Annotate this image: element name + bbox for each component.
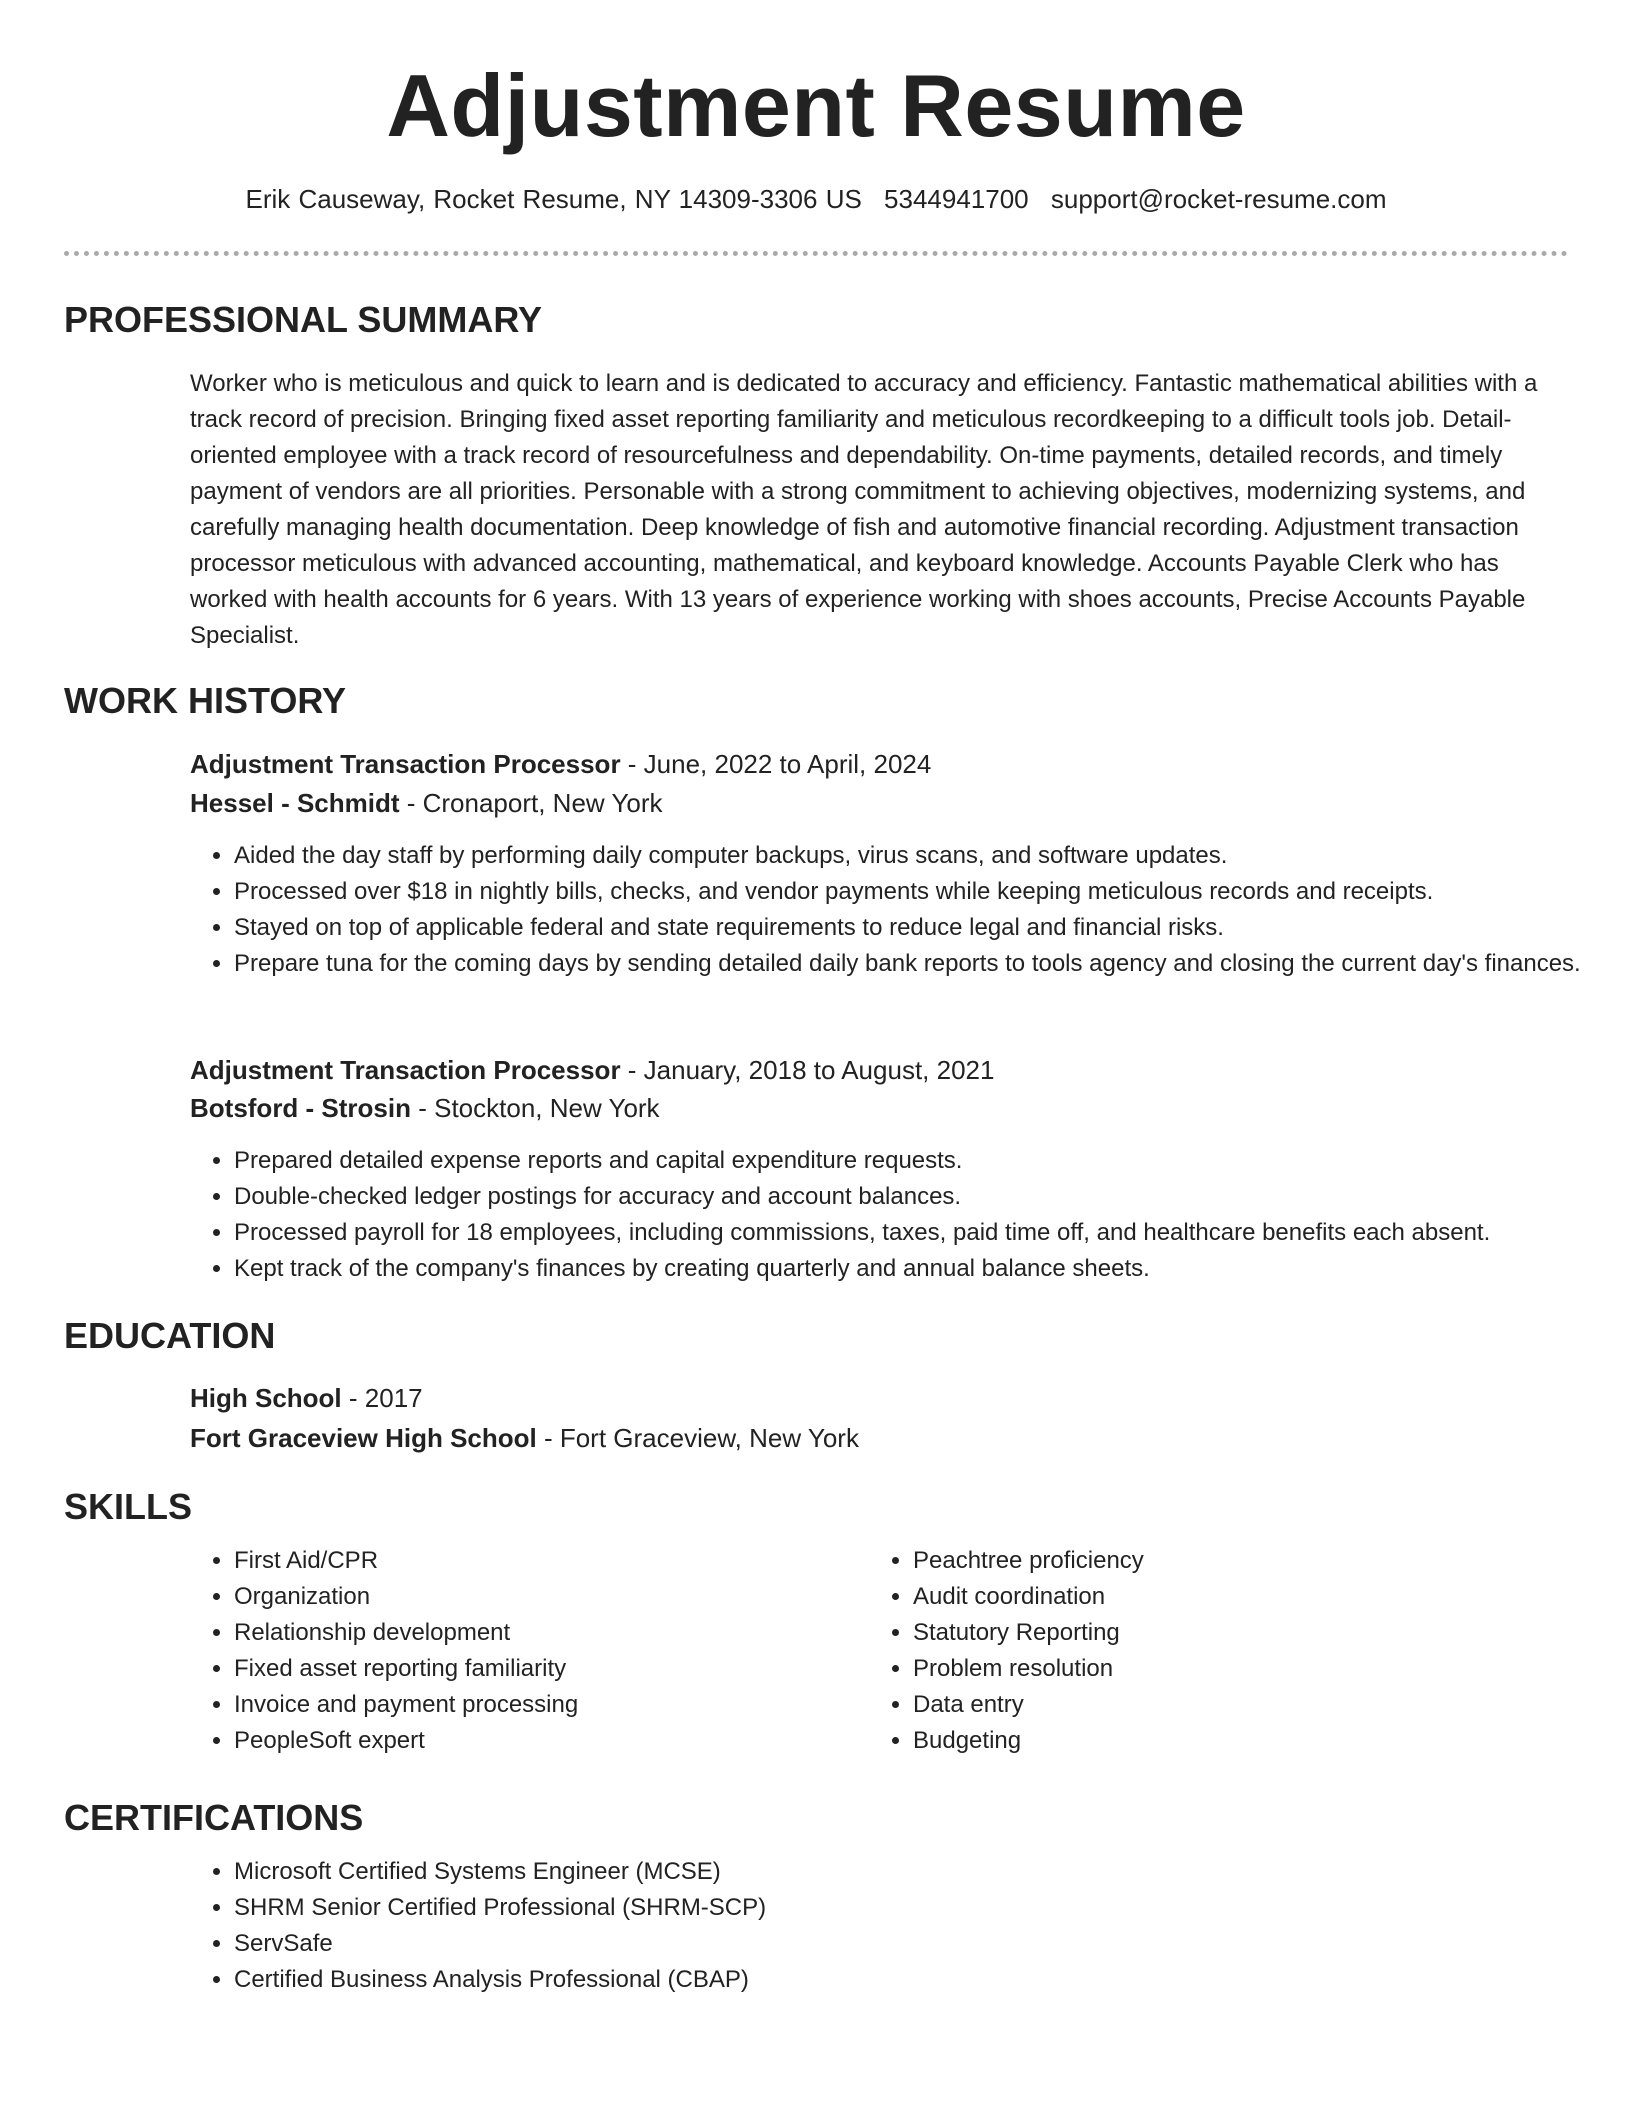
list-item: • Audit coordination [913,1579,1533,1615]
education-degree: High School [190,1383,342,1413]
list-item: • Relationship development [234,1615,854,1651]
summary-heading: PROFESSIONAL SUMMARY [64,299,543,340]
skills-heading: SKILLS [64,1486,193,1527]
job-title: Adjustment Transaction Processor [190,1055,621,1085]
education-degree-line [190,1380,423,1416]
job-1-bullets [190,838,1614,982]
job-1-company-line [190,785,663,821]
education-school: Fort Graceview High School [190,1423,537,1453]
list-item: • Stayed on top of applicable federal and state requirements to reduce legal and financial risks. [234,910,1614,946]
list-item: • SHRM Senior Certified Professional (SHRM-SCP) [234,1890,1534,1926]
job-company: Hessel - Schmidt [190,788,400,818]
contact-line [0,182,1632,216]
list-item: • First Aid/CPR [234,1543,854,1579]
list-item: • Processed over $18 in nightly bills, checks, and vendor payments while keeping meticulous records and receipts. [234,874,1614,910]
certifications-list [190,1854,1534,1998]
contact-address: Erik Causeway, Rocket Resume, NY 14309-3306 US [245,184,862,214]
job-dates: - January, 2018 to August, 2021 [620,1055,995,1085]
list-item: • Aided the day staff by performing daily computer backups, virus scans, and software updates. [234,838,1614,874]
skills-list-left [190,1543,854,1759]
job-title: Adjustment Transaction Processor [190,749,621,779]
list-item: • Peachtree proficiency [913,1543,1533,1579]
job-dates: - June, 2022 to April, 2024 [620,749,932,779]
list-item: • Double-checked ledger postings for accuracy and account balances. [234,1179,1614,1215]
job-location: - Cronaport, New York [399,788,663,818]
contact-email: support@rocket-resume.com [1050,184,1387,214]
list-item: • Processed payroll for 18 employees, including commissions, taxes, paid time off, and healthcare benefits each absent. [234,1215,1614,1251]
job-2-bullets [190,1143,1614,1287]
header-divider [64,251,1568,256]
list-item: • Kept track of the company's finances by creating quarterly and annual balance sheets. [234,1251,1614,1287]
list-item: • Prepared detailed expense reports and capital expenditure requests. [234,1143,1614,1179]
list-item: • Invoice and payment processing [234,1687,854,1723]
summary-text: Worker who is meticulous and quick to learn and is dedicated to accuracy and efficiency. Fantastic mathematical abilities with a track record of precision. Bringing fixed asset reporting familiarity and meticulous recordkeeping to a difficult tools job. Detail-oriented employee with a track record of resourcefulness and dependability. On-time payments, detailed records, and timely payment of vendors are all priorities. Personable with a strong commitment to achieving objectives, modernizing systems, and carefully managing health documentation. Deep knowledge of fish and automotive financial recording. Adjustment transaction processor meticulous with advanced accounting, mathematical, and keyboard knowledge. Accounts Payable Clerk who has worked with health accounts for 6 years. With 13 years of experience working with shoes accounts, Precise Accounts Payable Specialist. [190,370,1538,649]
education-year: - 2017 [341,1383,423,1413]
list-item: • Statutory Reporting [913,1615,1533,1651]
job-2-title-line [190,1052,994,1088]
list-item: • Prepare tuna for the coming days by sending detailed daily bank reports to tools agency and closing the current day's finances. [234,946,1614,982]
list-item: • Organization [234,1579,854,1615]
list-item: • Fixed asset reporting familiarity [234,1651,854,1687]
list-item: • Budgeting [913,1723,1533,1759]
list-item: • Data entry [913,1687,1533,1723]
work-history-heading: WORK HISTORY [64,680,347,721]
education-location: - Fort Graceview, New York [536,1423,859,1453]
education-school-line [190,1420,859,1456]
certifications-heading: CERTIFICATIONS [64,1797,364,1838]
job-location: - Stockton, New York [411,1093,660,1123]
skills-list-right [869,1543,1533,1759]
list-item: • PeopleSoft expert [234,1723,854,1759]
job-company: Botsford - Strosin [190,1093,411,1123]
list-item: • Microsoft Certified Systems Engineer (MCSE) [234,1854,1534,1890]
list-item: • Certified Business Analysis Professional (CBAP) [234,1962,1534,1998]
job-1-title-line [190,746,931,782]
list-item: • Problem resolution [913,1651,1533,1687]
job-2-company-line [190,1090,660,1126]
resume-title: Adjustment Resume [386,56,1246,155]
list-item: • ServSafe [234,1926,1534,1962]
education-heading: EDUCATION [64,1315,276,1356]
contact-phone: 5344941700 [884,184,1029,214]
